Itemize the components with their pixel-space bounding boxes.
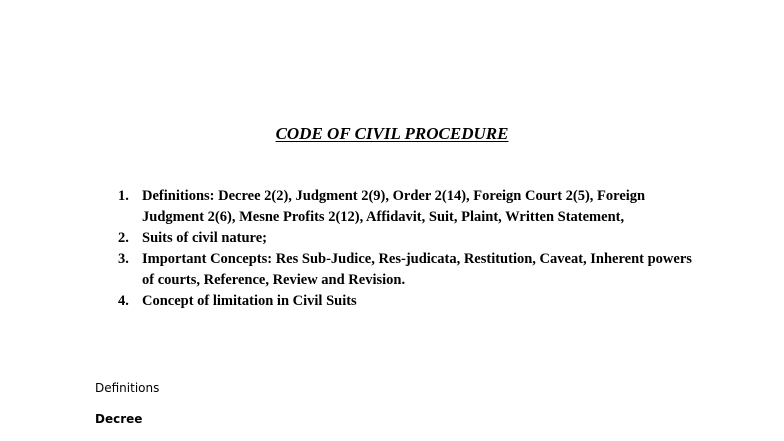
- list-item: [118, 249, 698, 291]
- list-item: [118, 228, 698, 249]
- list-item-number: 1.: [118, 188, 129, 204]
- subheading-decree: Decree: [95, 412, 143, 426]
- list-item-number: 3.: [118, 251, 129, 267]
- list-item-text: Suits of civil nature;: [142, 230, 267, 246]
- list-item-number: 2.: [118, 230, 129, 246]
- list-item: [118, 186, 698, 228]
- list-item-number: 4.: [118, 293, 129, 309]
- list-item-text: Concept of limitation in Civil Suits: [142, 293, 357, 309]
- list-item-text: Important Concepts: Res Sub-Judice, Res-judicata, Restitution, Caveat, Inherent powers of courts, Reference, Review and Revision.: [142, 251, 692, 288]
- list-item-text: Definitions: Decree 2(2), Judgment 2(9), Order 2(14), Foreign Court 2(5), Foreign Judgment 2(6), Mesne Profits 2(12), Affidavit, Suit, Plaint, Written Statement,: [142, 188, 646, 225]
- section-heading-definitions: Definitions: [95, 381, 160, 395]
- list-item: [118, 291, 698, 312]
- topic-list: [118, 186, 698, 312]
- document-title: CODE OF CIVIL PROCEDURE: [275, 124, 509, 143]
